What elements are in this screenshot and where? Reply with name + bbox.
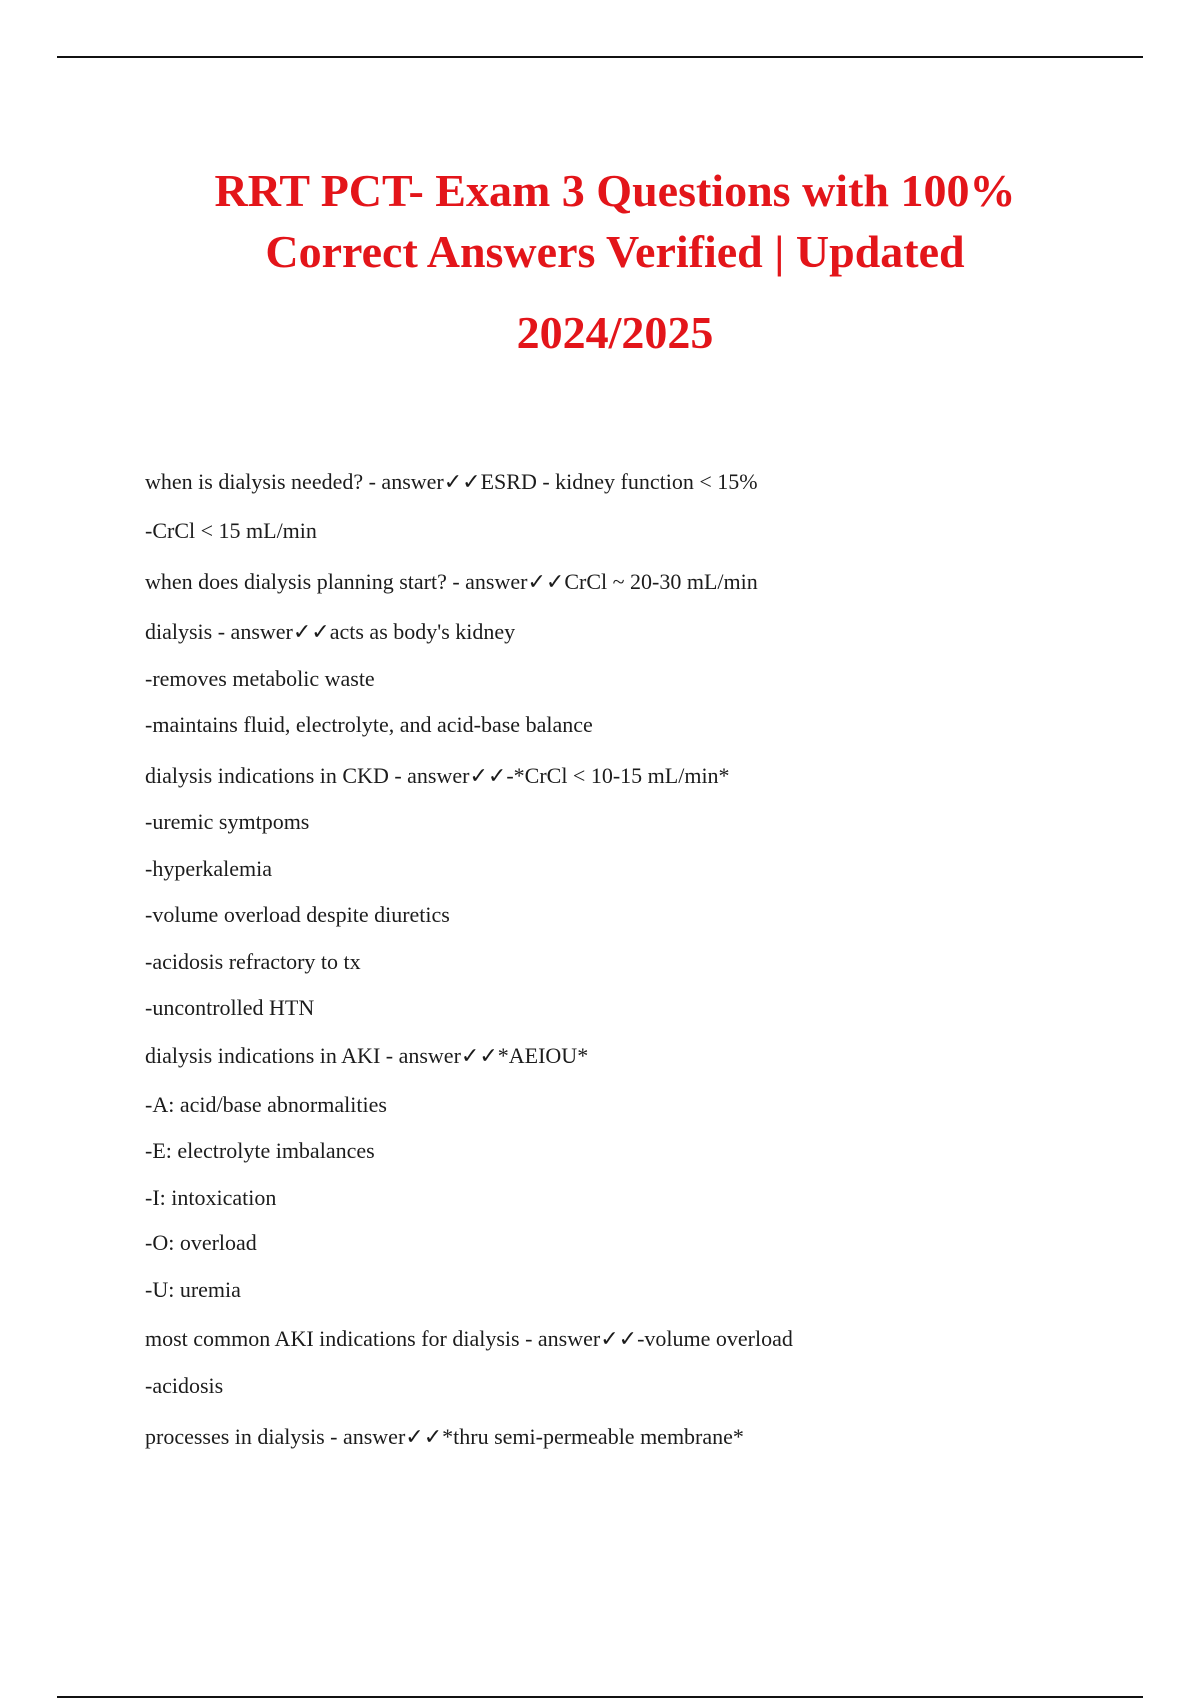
answer-line: -uncontrolled HTN	[145, 995, 315, 1020]
question-ckd-indications: dialysis indications in CKD - answer✓✓-*CrCl < 10-15 mL/min*	[145, 763, 730, 788]
answer-line: -uremic symtpoms	[145, 809, 310, 834]
question-dialysis: dialysis - answer✓✓acts as body's kidney	[145, 619, 516, 644]
answer-line: -acidosis	[145, 1373, 224, 1398]
title-line-3: 2024/2025	[516, 307, 714, 358]
answer-line: -acidosis refractory to tx	[145, 949, 361, 974]
answer-line: -A: acid/base abnormalities	[145, 1092, 387, 1117]
question-common-aki: most common AKI indications for dialysis - answer✓✓-volume overload	[145, 1326, 793, 1351]
answer-line: -U: uremia	[145, 1277, 241, 1302]
answer-line: -E: electrolyte imbalances	[145, 1138, 375, 1163]
answer-line: -CrCl < 15 mL/min	[145, 518, 317, 543]
question-dialysis-needed: when is dialysis needed? - answer✓✓ESRD - kidney function < 15%	[145, 469, 758, 494]
answer-line: -hyperkalemia	[145, 856, 273, 881]
question-processes: processes in dialysis - answer✓✓*thru semi-permeable membrane*	[145, 1424, 744, 1449]
answer-line: -I: intoxication	[145, 1185, 277, 1210]
title-line-1: RRT PCT- Exam 3 Questions with 100%	[214, 165, 1016, 216]
answer-line: -volume overload despite diuretics	[145, 902, 450, 927]
question-aki-indications: dialysis indications in AKI - answer✓✓*AEIOU*	[145, 1043, 589, 1068]
bottom-rule	[57, 1696, 1143, 1698]
answer-line: -removes metabolic waste	[145, 666, 375, 691]
answer-line: -maintains fluid, electrolyte, and acid-base balance	[145, 712, 593, 737]
answer-line: -O: overload	[145, 1230, 257, 1255]
question-dialysis-planning: when does dialysis planning start? - answer✓✓CrCl ~ 20-30 mL/min	[145, 569, 758, 594]
title-line-2: Correct Answers Verified | Updated	[265, 226, 965, 277]
